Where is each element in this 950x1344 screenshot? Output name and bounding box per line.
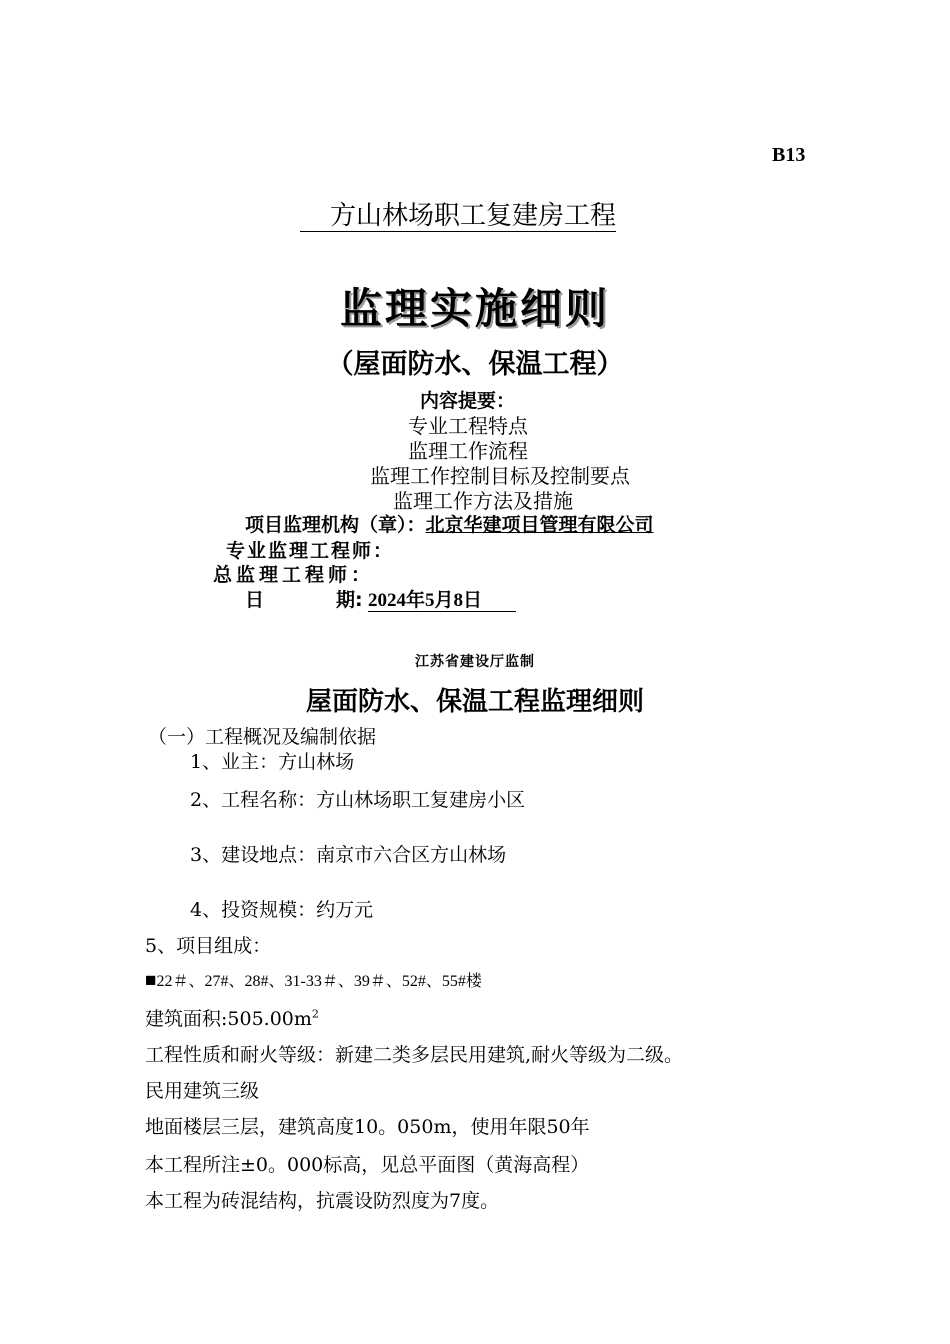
chief-engineer-label: 总监理工程师：: [213, 564, 375, 586]
date-value-text: 2024年5月8日: [368, 590, 516, 612]
summary-item: 监理工作控制目标及控制要点: [370, 464, 630, 488]
class-line: 民用建筑三级: [145, 1080, 260, 1102]
underline-blank: [300, 205, 330, 232]
owner-line: 1、业主：方山林场: [190, 751, 355, 773]
document-code: B13: [772, 144, 806, 166]
area-line: [145, 1004, 319, 1031]
square-bullet-icon: ■: [145, 970, 157, 991]
section-title: 屋面防水、保温工程监理细则: [305, 687, 644, 717]
investment-line: 4、投资规模：约万元: [190, 899, 374, 921]
nature-line: 工程性质和耐火等级：新建二类多层民用建筑,耐火等级为二级。: [145, 1044, 684, 1066]
area-text: 建筑面积:505.00m: [145, 1008, 312, 1030]
engineer-label: 专业监理工程师：: [226, 540, 395, 562]
date-label: [245, 585, 363, 612]
summary-item: 监理工作流程: [408, 439, 528, 463]
summary-item: 专业工程特点: [408, 414, 528, 438]
summary-heading: 内容提要：: [420, 390, 516, 412]
sub-title: （屋面防水、保温工程）: [326, 349, 624, 380]
floors-line: 地面楼层三层，建筑高度10。050m，使用年限50年: [145, 1116, 590, 1138]
buildings-text: 22＃、27#、28#、31-33＃、39＃、52#、55#楼: [156, 973, 482, 990]
summary-item: 监理工作方法及措施: [393, 489, 573, 513]
sub-heading: （一）工程概况及编制依据: [148, 726, 377, 748]
org-label: 项目监理机构（章）：: [245, 514, 426, 536]
project-name-text: 方山林场职工复建房工程: [330, 201, 617, 231]
location-line: 3、建设地点：南京市六合区方山林场: [190, 844, 507, 866]
elevation-line: 本工程所注±0。000标高，见总平面图（黄海高程）: [145, 1154, 590, 1176]
project-name: [300, 195, 616, 232]
org-value: 北京华建项目管理有限公司: [425, 514, 654, 536]
date-label-part1: 日: [245, 589, 265, 611]
main-title: 监理实施细则: [339, 284, 610, 333]
project-line: 2、工程名称：方山林场职工复建房小区: [190, 789, 526, 811]
composition-line: 5、项目组成：: [145, 935, 272, 957]
date-label-part2: 期:: [336, 589, 363, 611]
date-value: [368, 585, 516, 612]
supervisor-label: 江苏省建设厅监制: [415, 654, 535, 670]
structure-line: 本工程为砖混结构，抗震设防烈度为7度。: [145, 1190, 500, 1212]
buildings-line: [145, 968, 482, 992]
org-line: [245, 510, 654, 537]
area-superscript: 2: [311, 1007, 319, 1021]
